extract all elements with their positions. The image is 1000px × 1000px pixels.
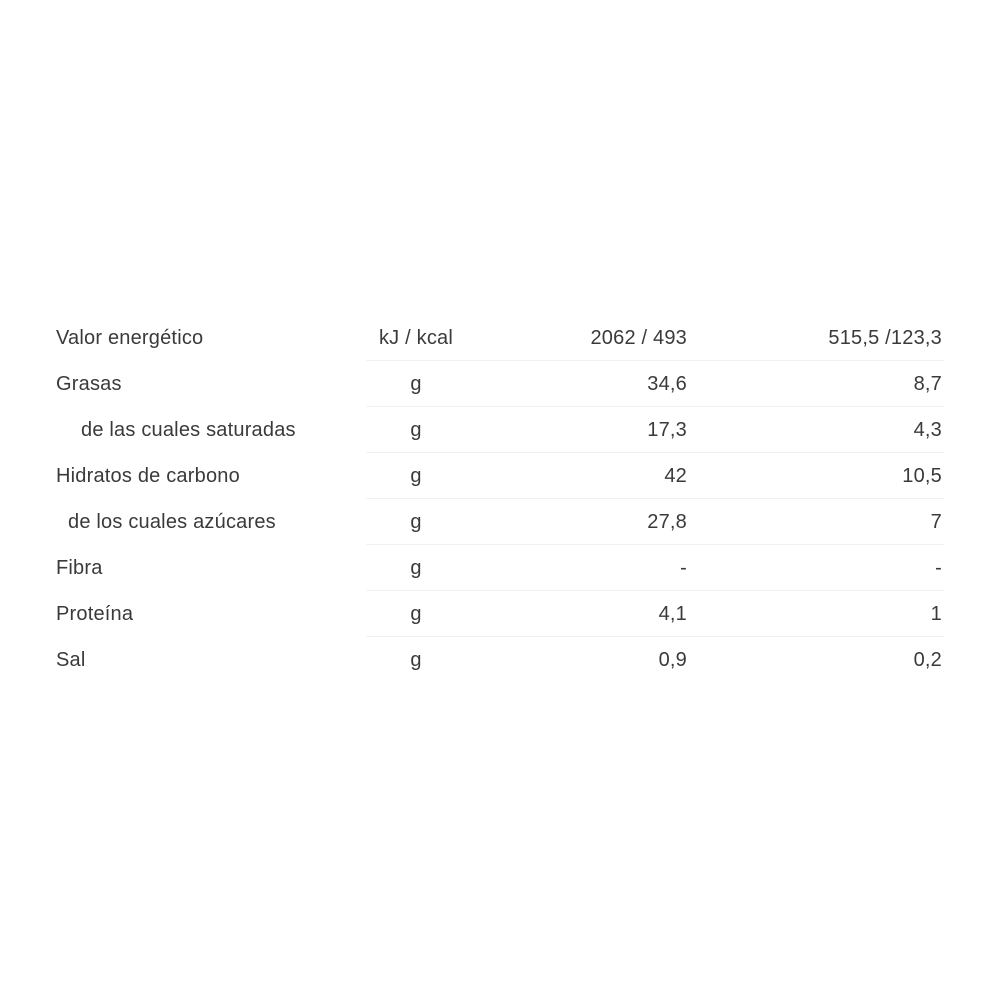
table-row-hidratos — [56, 453, 944, 499]
table-row-fibra — [56, 545, 944, 591]
value-per-portion: 7 — [930, 511, 942, 533]
table-row-saturadas — [56, 407, 944, 453]
table-row-valor-energetico — [56, 315, 944, 361]
value-per-portion: 515,5 /123,3 — [828, 327, 942, 349]
nutrient-name: Proteína — [56, 603, 134, 625]
nutrient-unit: g — [410, 373, 422, 395]
table-row-grasas — [56, 361, 944, 407]
nutrient-unit: g — [410, 419, 422, 441]
value-per-portion: 4,3 — [913, 419, 942, 441]
nutrient-unit: g — [410, 649, 422, 671]
value-per-100: - — [680, 557, 687, 579]
nutrient-name: Sal — [56, 649, 86, 671]
table-row-sal — [56, 637, 944, 683]
value-per-100: 27,8 — [647, 511, 687, 533]
value-per-portion: 8,7 — [913, 373, 942, 395]
value-per-100: 17,3 — [647, 419, 687, 441]
nutrient-unit: g — [410, 511, 422, 533]
value-per-100: 0,9 — [658, 649, 687, 671]
nutrient-name: Hidratos de carbono — [56, 465, 240, 487]
nutrition-table — [56, 315, 944, 683]
nutrient-name: de los cuales azúcares — [68, 511, 276, 533]
value-per-100: 4,1 — [658, 603, 687, 625]
nutrient-name: Fibra — [56, 557, 103, 579]
nutrient-unit: g — [410, 603, 422, 625]
nutrient-unit: g — [410, 465, 422, 487]
table-row-azucares — [56, 499, 944, 545]
value-per-portion: - — [935, 557, 942, 579]
value-per-portion: 0,2 — [913, 649, 942, 671]
table-row-proteina — [56, 591, 944, 637]
value-per-100: 42 — [664, 465, 687, 487]
nutrient-unit: kJ / kcal — [378, 327, 454, 349]
nutrient-name: de las cuales saturadas — [81, 419, 296, 441]
nutrient-name: Valor energético — [56, 327, 204, 349]
nutrient-name: Grasas — [56, 373, 122, 395]
value-per-100: 34,6 — [647, 373, 687, 395]
value-per-portion: 10,5 — [902, 465, 942, 487]
value-per-100: 2062 / 493 — [590, 327, 687, 349]
value-per-portion: 1 — [930, 603, 942, 625]
nutrient-unit: g — [410, 557, 422, 579]
